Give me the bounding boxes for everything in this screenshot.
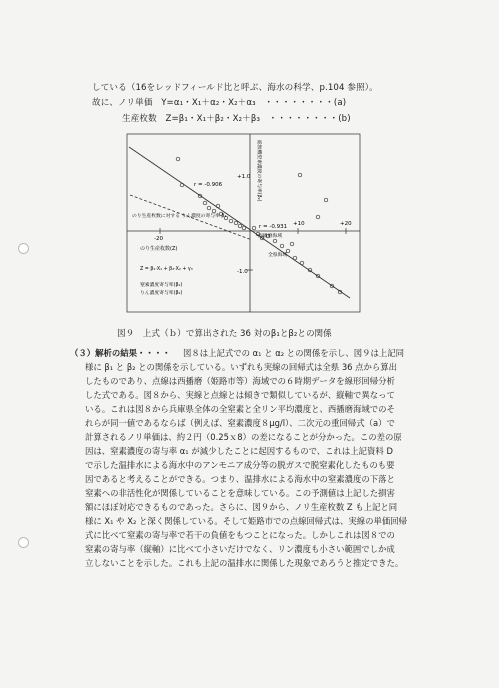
paragraph-line: 窒素への非活性化が関係していることを意味している。この予測値は上記した損害 [85, 488, 395, 498]
legend-title: のり生産枚数(Z) [140, 246, 178, 252]
data-point [300, 261, 304, 265]
data-point [229, 219, 233, 223]
x-axis-title: のり生産枚数に対する りん濃度の寄与率 β₁ [132, 214, 227, 219]
r-label-bottom: r = -0.931 [259, 224, 288, 230]
intro-line: している（16をレッドフィールド比と呼ぶ、海水の科学、p.104 参照）。 [92, 83, 378, 93]
paragraph-line: 式に比べて窒素の寄与率で若干の負値をもつことになった。しかしこれは図８での [85, 530, 395, 540]
legend-line: りん濃度寄与率(β₂) [140, 291, 183, 296]
paragraph-line: いる。これは図８から兵庫県全体の全窒素と全リン平均濃度と、西播磨海域でのそ [85, 404, 395, 414]
data-point [207, 206, 211, 210]
paragraph-line: れらが同一値であるならば（例えば、窒素濃度８μg/l）、二次元の重回帰式（a）で [85, 418, 395, 428]
data-point [290, 242, 294, 246]
paragraph-line: した式である。図８から、実線と点線とは傾きで類似しているが、縦軸で異なって [85, 390, 395, 400]
equation-a: 故に、ノリ単価 Y=α₁・X₁＋α₂・X₂＋α₃ ・・・・・・・・(a) [92, 98, 347, 108]
legend-formula: Z = β₁·X₁ + β₂·X₂ + γ₃ [140, 267, 193, 272]
data-point [176, 157, 180, 161]
equation-b: 生産枚数 Z=β₁・X₁＋β₂・X₂＋β₃ ・・・・・・・・(b) [122, 114, 351, 124]
figure-caption: 図９ 上式（ｂ）で算出された 36 対のβ₁とβ₂との関係 [117, 329, 332, 339]
tick-label: +10 [293, 221, 305, 227]
section-heading: （３）解析の結果・・・・ [70, 348, 171, 358]
legend-line: 窒素濃度寄与率(β₁) [140, 283, 183, 288]
label-west: 西播磨海域 [258, 234, 282, 239]
paragraph-line: 因であると考えることができる。つまり、温排水による海水中の窒素濃度の下落と [85, 474, 395, 484]
data-point [273, 239, 277, 243]
data-point [234, 221, 238, 225]
paragraph-line: で示した温排水による海水中のアンモニア成分等の脱ガスで脱窒素化したものも要 [85, 460, 395, 470]
data-point [280, 244, 284, 248]
paragraph-line: 立しないことを示した。これも上記の温排水に関係した現象であろうと推定できた。 [85, 558, 404, 568]
y-axis-title: 総無機窒素濃度の寄与率(β₂) [256, 140, 261, 202]
data-point [212, 209, 216, 213]
tick-label: +1.0 [237, 174, 251, 180]
paragraph-line: 図８は上記式での α₁ と α₂ との関係を示し、図９は上記同 [183, 348, 405, 358]
data-point [252, 226, 256, 230]
paragraph-line: 額にほぼ対応できるものであった。さらに、図９から、ノリ生産枚数 Z も上記と同 [85, 502, 398, 512]
paragraph-line: 計算されるノリ単価は、約２円（0.25ｘ8）の差になることが分かった。この差の原 [85, 432, 402, 442]
r-label-top: r = -0.906 [194, 182, 223, 188]
label-whole: 全県海域 [268, 253, 288, 258]
regression-line-solid [129, 147, 350, 298]
data-point [324, 198, 328, 202]
paragraph-line: 窒素の寄与率（縦軸）に比べて小さいだけでなく、リン濃度も小さい範囲でしか成 [85, 544, 395, 554]
paragraph-line: 因は、窒素濃度の寄与率 α₁ が減少したことに起因するもので、これは上記資料 D [85, 446, 393, 456]
data-point [238, 224, 242, 228]
data-point [316, 215, 320, 219]
data-point [298, 173, 302, 177]
paragraph-line: 様に β₁ と β₂ との関係を示している。いずれも実線の回帰式は全県 36 点から算出 [85, 362, 398, 372]
data-point [242, 226, 246, 230]
tick-label: +20 [340, 221, 352, 227]
tick-label: -20 [154, 236, 163, 242]
data-point [293, 256, 297, 260]
tick-label: -1.0 [237, 269, 248, 275]
paragraph-line: したものであり、点線は西播磨（姫路市等）海域での６時期データを線形回帰分析 [85, 376, 395, 386]
paragraph-line: 様に X₁ や X₂ と深く関係している。そして姫路市での点線回帰式は、実線の単価回帰 [85, 516, 407, 526]
data-point [216, 204, 220, 208]
data-point [203, 201, 207, 205]
